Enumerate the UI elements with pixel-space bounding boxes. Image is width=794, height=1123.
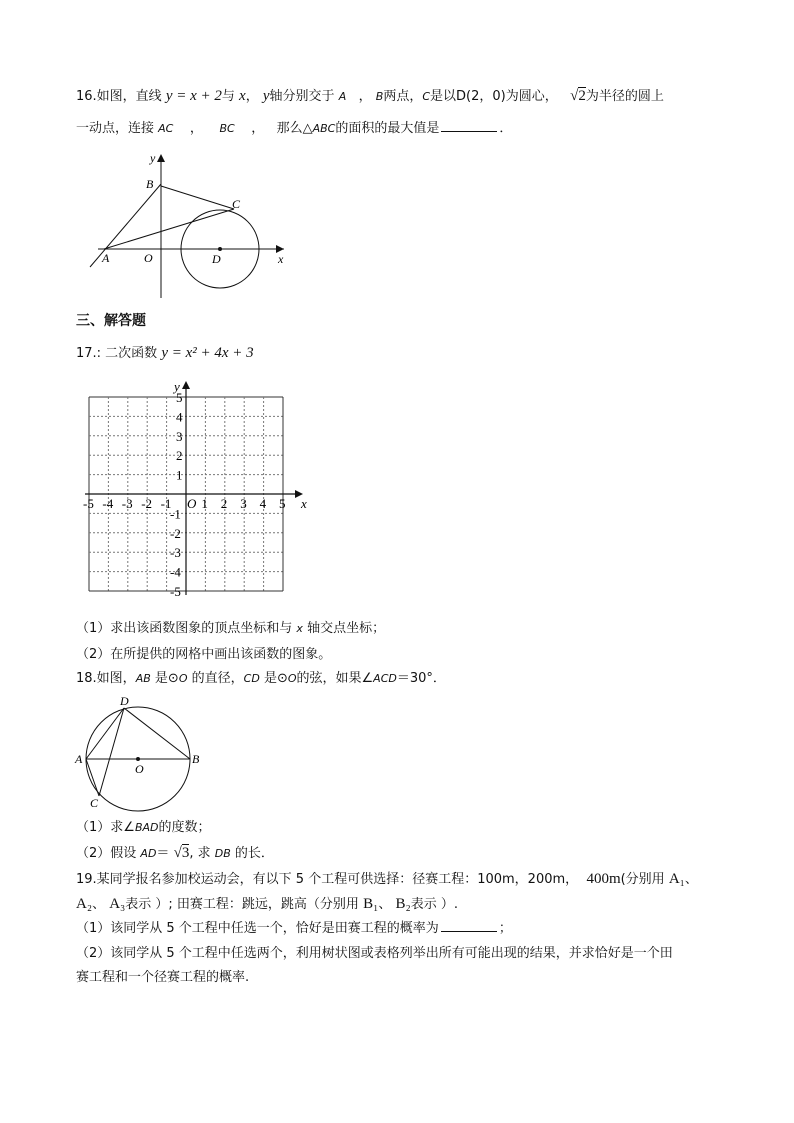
q16-is-center: 是以 — [430, 89, 457, 104]
q17-equation: y = x² + 4x + 3 — [161, 345, 254, 361]
q16-bc: BC — [219, 122, 235, 135]
grid-y-tick: -5 — [170, 584, 181, 599]
q17-part2: （2）在所提供的网格中画出该函数的图象。 — [76, 647, 332, 662]
q16-as-center: 为圆心， — [505, 89, 558, 104]
q19-a1: A₁ — [668, 871, 685, 887]
q18-is-diam: 是⊙ — [154, 671, 179, 686]
q18-p1-tail: 的度数； — [158, 820, 211, 835]
q16-two-points: 两点， — [383, 89, 423, 104]
q19-answer-blank — [441, 919, 497, 932]
q16-area-max: 的面积的最大值是 — [335, 121, 440, 136]
grid-x-tick: 3 — [240, 496, 247, 511]
q18-fig-o: O — [135, 762, 144, 776]
q19-line1 — [76, 869, 698, 890]
q19-part2: （2）该同学从 5 个工程中任选两个，利用树状图或表格列举出所有可能出现的结果，并求恰好是一个田 — [76, 946, 673, 961]
q19-intro: 19.某同学报名参加校运动会，有以下 5 个工程可供选择：径赛工程：100m，200m， — [76, 872, 579, 887]
q18-p2-mid: , 求 — [189, 846, 211, 861]
q18-o2: O — [287, 672, 297, 685]
q16-ac: AC — [158, 122, 174, 135]
q18-fig-b: B — [192, 752, 200, 766]
section-title: 三、解答题 — [76, 313, 146, 329]
q18-intro: 18.如图， — [76, 671, 136, 686]
q17-p1-text: （1）求出该函数图象的顶点坐标和与 — [76, 621, 293, 636]
q16-center-d: D(2，0) — [456, 89, 506, 104]
q18-center-dot — [136, 757, 140, 761]
q16-point-b: B — [375, 90, 384, 103]
q16-fig-c: C — [232, 197, 241, 211]
grid-x-tick: 1 — [201, 496, 208, 511]
q16-fig-y: y — [150, 151, 156, 165]
q18-is-chord: 是⊙ — [263, 671, 288, 686]
q17-line — [76, 343, 254, 364]
grid-y-tick: 3 — [176, 428, 183, 444]
q17-p1-x: x — [296, 622, 303, 635]
q19-line2 — [76, 894, 458, 915]
q19-part1 — [76, 919, 512, 939]
q18-p2-sqrt: √3 — [173, 845, 190, 861]
q19-line2-tail: 表示 ）. — [410, 897, 458, 912]
q19-part2b: 赛工程和一个径赛工程的概率. — [76, 970, 250, 985]
q16-segment-bc — [161, 186, 234, 209]
q16-intro: 16.如图，直线 — [76, 89, 162, 104]
q19-a3: A₃ — [109, 896, 126, 912]
q18-ab: AB — [135, 672, 151, 685]
q19-sep2: 、 — [92, 897, 106, 912]
q18-p1-pre: （1）求∠ — [76, 820, 135, 835]
q19-b1: B₁ — [363, 896, 379, 912]
q18-degree: ＝30°． — [396, 671, 446, 686]
q18-p2-pre: （2）假设 — [76, 846, 137, 861]
q18-acd: ACD — [373, 672, 397, 685]
q16-figure — [88, 150, 298, 305]
q16-fig-x: x — [278, 252, 284, 266]
q18-figure — [74, 693, 210, 813]
q16-answer-blank — [441, 119, 497, 132]
q16-period: ． — [499, 121, 513, 136]
q16-comma: ， — [245, 89, 259, 104]
grid-x-tick: 2 — [220, 496, 228, 511]
q16-segment-ac — [104, 209, 234, 249]
q16-x: x — [239, 88, 246, 104]
q16-fig-o: O — [144, 251, 153, 265]
q17-p1-tail: 轴交点坐标； — [307, 621, 386, 636]
q18-chord-if: 的弦，如果∠ — [296, 671, 374, 686]
grid-y-tick: -4 — [170, 564, 181, 580]
grid-x-tick: -5 — [83, 496, 94, 511]
q19-sep3: 、 — [378, 897, 392, 912]
q18-p2-ad: AD — [140, 847, 157, 860]
q18-segment-ac — [86, 759, 99, 796]
q16-sqrt: √2 — [570, 88, 586, 104]
q19-p1-text: （1）该同学从 5 个工程中任选一个，恰好是田赛工程的概率为 — [76, 921, 439, 936]
q18-diam-of: 的直径， — [191, 671, 244, 686]
q16-line-equation: y = x + 2 — [165, 88, 222, 104]
grid-y-arrow-icon — [182, 381, 190, 389]
q16-fig-a: A — [102, 251, 110, 265]
grid-y-tick: 5 — [176, 390, 183, 405]
q19-line1-tail: (分别用 — [620, 872, 665, 887]
q19-400m: 400m — [586, 871, 621, 887]
q17-grid — [78, 376, 310, 608]
grid-y-tick: 1 — [176, 467, 183, 483]
q18-line — [76, 669, 446, 689]
q17-label: 17.: 二次函数 — [76, 346, 158, 361]
q16-y: y — [262, 88, 270, 104]
q16-line1: 16.如图，直线 y = x + 2与 x， y轴分别交于 A ， B两点，C是以D(2，0)为圆心， √2为半径的圆上 — [76, 88, 664, 104]
grid-y-tick: 2 — [176, 448, 183, 464]
q16-line2: 一动点，连接 AC ， BC ， 那么△ABC的面积的最大值是 ． — [76, 121, 513, 136]
q19-line2-mid: 表示 ）; 田赛工程：跳远，跳高（分别用 — [125, 897, 359, 912]
q18-fig-d: D — [120, 694, 129, 708]
q18-p1-bad: BAD — [134, 821, 159, 834]
q16-abc: ABC — [312, 122, 336, 135]
grid-x-tick: -4 — [102, 496, 114, 511]
q18-p2-db: DB — [214, 847, 231, 860]
q16-axes-meet: 轴分别交于 — [269, 89, 335, 104]
grid-x-label: x — [301, 496, 307, 511]
q18-segment-ad — [86, 708, 124, 759]
q18-part1 — [76, 818, 211, 838]
q16-with: 与 — [221, 89, 235, 104]
q19-p1-tail: ； — [498, 921, 512, 936]
grid-origin-label: O — [187, 496, 197, 511]
q16-then: 那么△ — [276, 121, 313, 136]
q18-p2-tail: 的长． — [234, 846, 274, 861]
q16-point-c: C — [422, 90, 431, 103]
grid-x-tick: -2 — [141, 496, 153, 511]
grid-x-tick: -3 — [121, 496, 133, 511]
q17-part1 — [76, 619, 385, 639]
grid-y-tick: -2 — [170, 525, 181, 541]
q18-part2 — [76, 843, 274, 864]
grid-x-tick: -1 — [160, 496, 172, 511]
q16-radius-text: 为半径的圆上 — [585, 89, 664, 104]
q16-point-a: A — [338, 90, 347, 103]
grid-y-tick: -1 — [170, 506, 181, 522]
q18-o1: O — [178, 672, 188, 685]
grid-x-tick: 5 — [279, 496, 286, 511]
grid-y-tick: -3 — [170, 545, 181, 561]
grid-y-label: y — [174, 379, 180, 394]
q18-fig-a: A — [75, 752, 83, 766]
q18-segment-db — [124, 708, 190, 759]
q19-sep1: 、 — [684, 872, 698, 887]
grid-x-tick: 4 — [259, 496, 267, 511]
q16-y-arrow-icon — [157, 154, 165, 162]
q18-cd: CD — [243, 672, 260, 685]
q19-b2: B₂ — [395, 896, 411, 912]
q18-fig-c: C — [90, 796, 99, 810]
q16-fig-d: D — [212, 252, 221, 266]
q16-fig-b: B — [146, 177, 154, 191]
q16-center-dot — [218, 247, 222, 251]
grid-y-tick: 4 — [176, 409, 183, 425]
q16-connect: 一动点，连接 — [76, 121, 155, 136]
q19-a2: A₂ — [76, 896, 93, 912]
q18-p2-eq: ＝ — [156, 846, 170, 861]
